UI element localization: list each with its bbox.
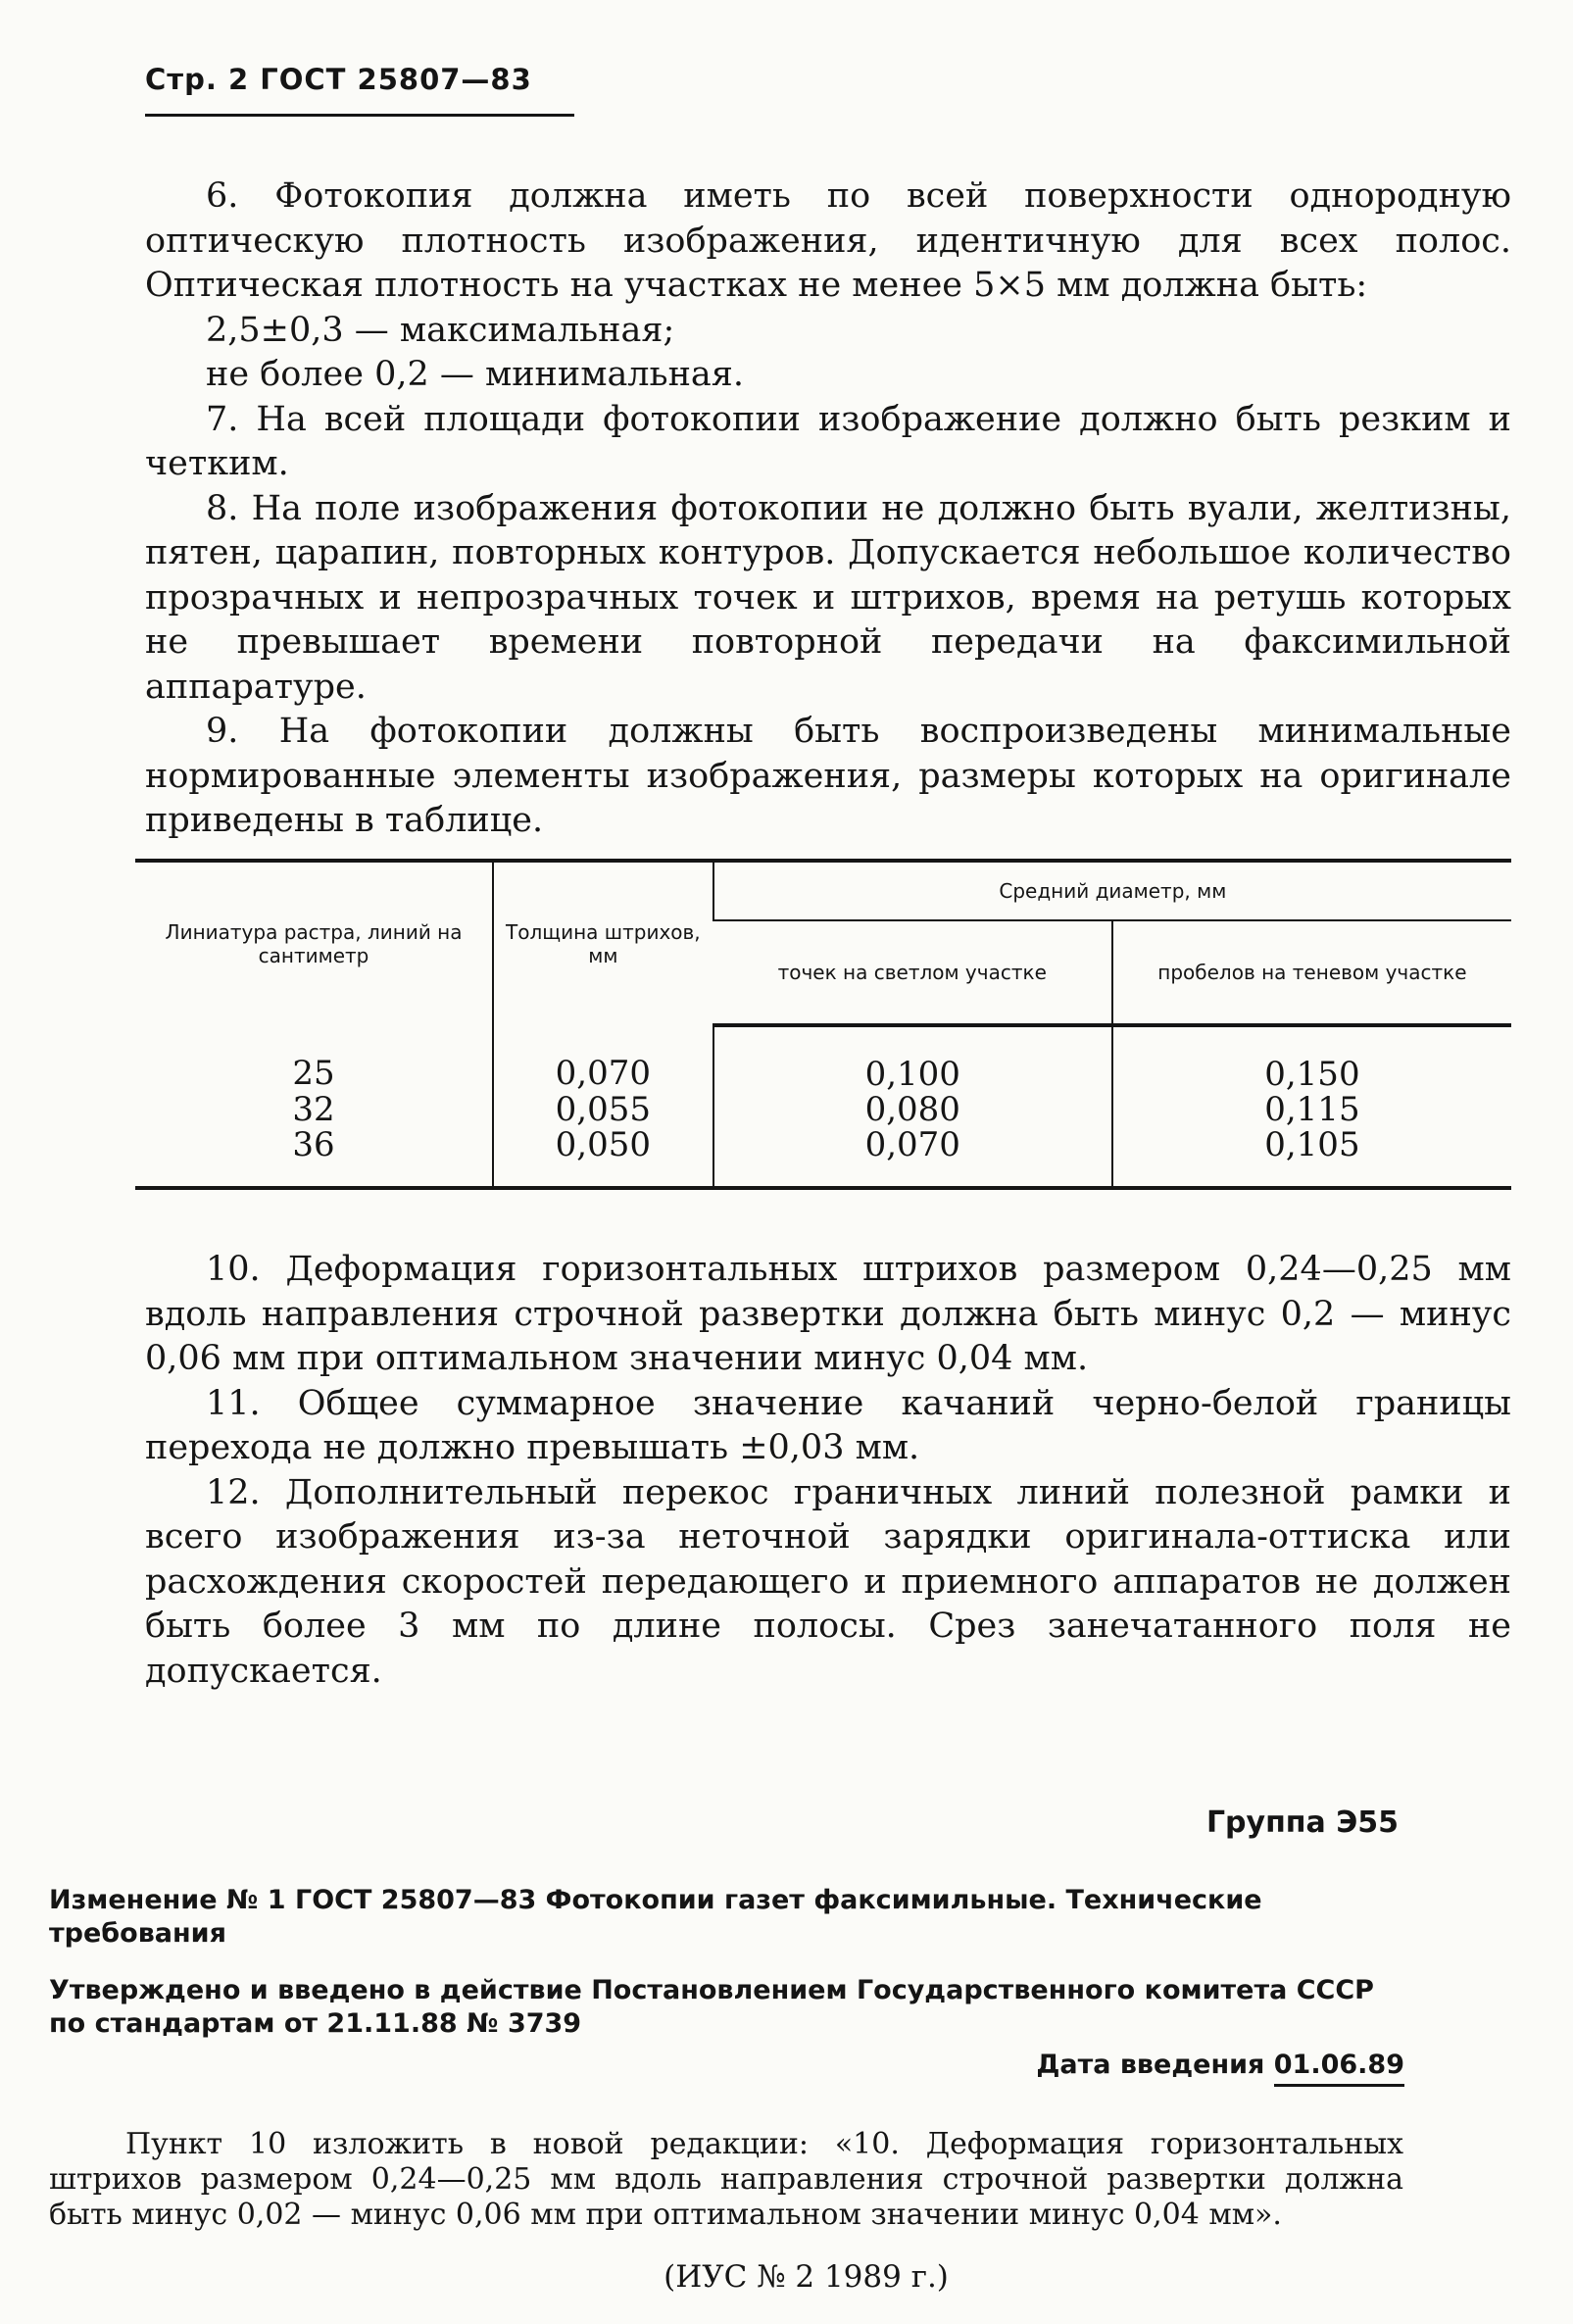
table-row [135, 1092, 1511, 1127]
cell-thickness: 0,070 [493, 1025, 713, 1092]
header-dots-light: точек на светлом участке [713, 920, 1112, 1025]
cell-gaps-dark: 0,115 [1112, 1092, 1511, 1127]
requirements-block-2 [145, 1248, 1511, 1694]
item-6-min: не более 0,2 — минимальная. [206, 355, 744, 394]
introduction-date-value: 01.06.89 [1274, 2050, 1404, 2087]
header-thickness: Толщина штрихов, мм [493, 861, 713, 1025]
cell-lineature: 25 [292, 1054, 335, 1093]
introduction-date-label: Дата введения [1036, 2050, 1265, 2080]
item-8: 8. На поле изображения фотокопии не должно быть вуали, желтизны, пятен, царапин, повторных контуров. Допускается небольшое количество прозрачных и непрозрачных точек и штрихов, время на ретушь которых не превышает времени повторной передачи на факсимильной аппаратуре. [145, 488, 1511, 707]
cell-thickness: 0,055 [493, 1092, 713, 1127]
requirements-block-1 [145, 174, 1511, 844]
amendment-approval: Утверждено и введено в действие Постановлением Государственного комитета СССР по стандартам от 21.11.88 № 3739 [49, 1975, 1374, 2039]
amendment-title: Изменение № 1 ГОСТ 25807—83 Фотокопии газет факсимильные. Технические требования [49, 1885, 1262, 1949]
source-reference: (ИУС № 2 1989 г.) [664, 2259, 949, 2295]
cell-gaps-dark: 0,105 [1112, 1127, 1511, 1188]
amendment-text: Пункт 10 изложить в новой редакции: «10. Деформация горизонтальных штрихов размером 0,24—0,25 мм вдоль направления строчной развертки должна быть минус 0,02 — минус 0,06 мм при оптимальном значении минус 0,04 мм». [49, 2127, 1403, 2232]
cell-gaps-dark: 0,150 [1112, 1025, 1511, 1092]
item-6-max: 2,5±0,3 — максимальная; [206, 310, 675, 350]
cell-lineature: 32 [292, 1090, 335, 1129]
page-header: Стр. 2 ГОСТ 25807—83 [145, 63, 574, 117]
header-mean-diameter: Средний диаметр, мм [713, 861, 1511, 920]
elements-table [135, 859, 1511, 1190]
item-12: 12. Дополнительный перекос граничных линий полезной рамки и всего изображения из-за неточной зарядки оригинала-оттиска или расхождения скоростей передающего и приемного аппаратов не должен быть более 3 мм по длине полосы. Срез занечатанного поля не допускается. [145, 1472, 1511, 1691]
item-6: 6. Фотокопия должна иметь по всей поверхности однородную оптическую плотность изображения, идентичную для всех полос. Оптическая плотность на участках не менее 5×5 мм должна быть: [145, 176, 1511, 305]
item-10: 10. Деформация горизонтальных штрихов размером 0,24—0,25 мм вдоль направления строчной развертки должна быть минус 0,2 — минус 0,06 мм при оптимальном значении минус 0,04 мм. [145, 1250, 1511, 1378]
group-label: Группа Э55 [1205, 1805, 1399, 1840]
cell-dots-light: 0,100 [713, 1025, 1112, 1092]
item-9: 9. На фотокопии должны быть воспроизведены минимальные нормированные элементы изображения, размеры которых на оригинале приведены в таблице. [145, 712, 1511, 840]
cell-lineature: 36 [292, 1125, 335, 1164]
table-row [135, 1127, 1511, 1188]
cell-dots-light: 0,080 [713, 1092, 1112, 1127]
cell-dots-light: 0,070 [713, 1127, 1112, 1188]
table-row [135, 1025, 1511, 1092]
item-7: 7. На всей площади фотокопии изображение должно быть резким и четким. [145, 399, 1511, 483]
item-11: 11. Общее суммарное значение качаний черно-белой границы перехода не должно превышать ±0,03 мм. [145, 1383, 1511, 1467]
header-gaps-dark: пробелов на теневом участке [1112, 920, 1511, 1025]
cell-thickness: 0,050 [493, 1127, 713, 1188]
introduction-date [1036, 2049, 1404, 2082]
header-lineature: Линиатура растра, линий на сантиметр [165, 920, 463, 967]
